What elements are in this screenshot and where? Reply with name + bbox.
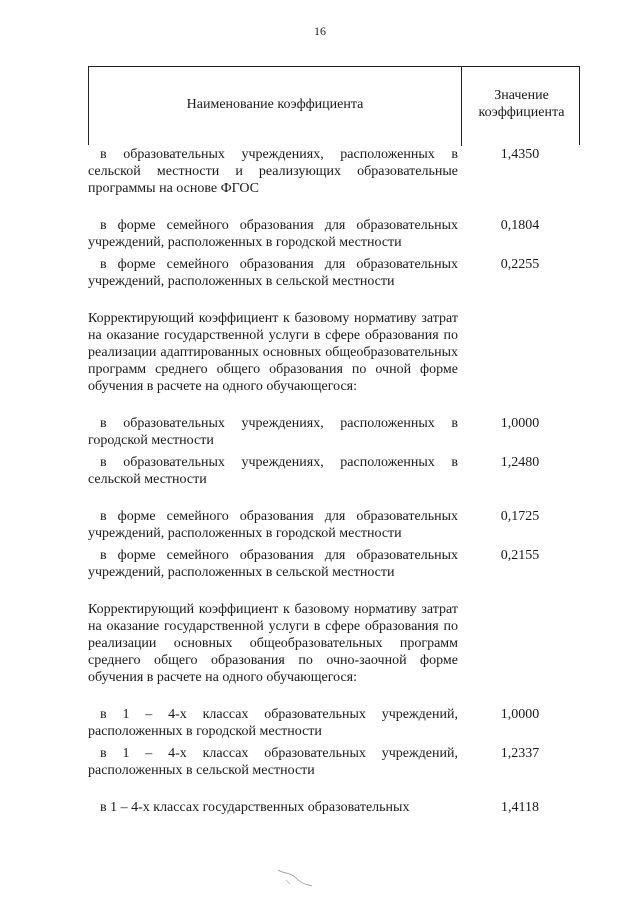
table-row xyxy=(88,217,580,251)
coefficient-value: 1,4118 xyxy=(501,800,539,815)
coefficient-name: Корректирующий коэффициент к базовому нормативу затрат на оказание государственной услуги в сфере образования по реализации адаптированных основных общеобразовательных программ среднего общего образования по очной форме обучения в расчете на одного обучающегося: xyxy=(88,311,458,394)
coefficient-value: 0,2255 xyxy=(500,257,540,272)
coefficient-table-body xyxy=(88,146,580,816)
coefficient-value: 0,1725 xyxy=(500,509,540,524)
table-row xyxy=(88,547,580,581)
coefficient-value: 0,2155 xyxy=(500,548,540,563)
page-number: 16 xyxy=(314,24,326,38)
table-row xyxy=(88,146,580,197)
table-row xyxy=(88,508,580,542)
coefficient-value xyxy=(460,310,580,395)
table-row xyxy=(88,601,580,686)
table-row xyxy=(88,256,580,290)
pen-mark xyxy=(276,866,316,890)
coefficient-name: в образовательных учреждениях, расположенных в сельской местности и реализующих образовательные программы на основе ФГОС xyxy=(88,147,458,196)
table-row xyxy=(88,706,580,740)
coefficient-value: 1,4350 xyxy=(500,147,540,162)
coefficient-name: в 1 – 4-х классах образовательных учреждений, расположенных в сельской местности xyxy=(88,746,458,778)
table-row xyxy=(88,310,580,395)
coefficient-name: в форме семейного образования для образовательных учреждений, расположенных в городской местности xyxy=(88,218,458,250)
table-row xyxy=(88,454,580,488)
coefficient-value: 1,2337 xyxy=(500,746,540,761)
coefficient-name: в образовательных учреждениях, расположенных в городской местности xyxy=(88,416,458,448)
coefficient-value: 1,0000 xyxy=(500,416,540,431)
coefficient-value: 1,2480 xyxy=(500,455,540,470)
coefficient-value xyxy=(460,601,580,686)
coefficient-value: 1,0000 xyxy=(500,707,540,722)
coefficient-name: в форме семейного образования для образовательных учреждений, расположенных в сельской местности xyxy=(88,548,458,580)
coefficient-name: в образовательных учреждениях, расположенных в сельской местности xyxy=(88,455,458,487)
coefficient-value: 0,1804 xyxy=(500,218,540,233)
coefficient-name: в форме семейного образования для образовательных учреждений, расположенных в городской местности xyxy=(88,509,458,541)
coefficient-name: Корректирующий коэффициент к базовому нормативу затрат на оказание государственной услуги в сфере образования по реализации основных общеобразовательных программ среднего общего образования по очно-заочной форме обучения в расчете на одного обучающегося: xyxy=(88,602,458,685)
table-row xyxy=(88,415,580,449)
table-header xyxy=(88,66,580,145)
coefficient-name: в 1 – 4-х классах государственных образовательных xyxy=(100,800,410,815)
table-row xyxy=(88,745,580,779)
table-row xyxy=(88,799,580,816)
value-column-header: Значение коэффициента xyxy=(478,88,565,120)
name-column-header: Наименование коэффициента xyxy=(186,97,364,112)
coefficient-name: в форме семейного образования для образовательных учреждений, расположенных в сельской местности xyxy=(88,257,458,289)
coefficient-name: в 1 – 4-х классах образовательных учреждений, расположенных в городской местности xyxy=(88,707,458,739)
